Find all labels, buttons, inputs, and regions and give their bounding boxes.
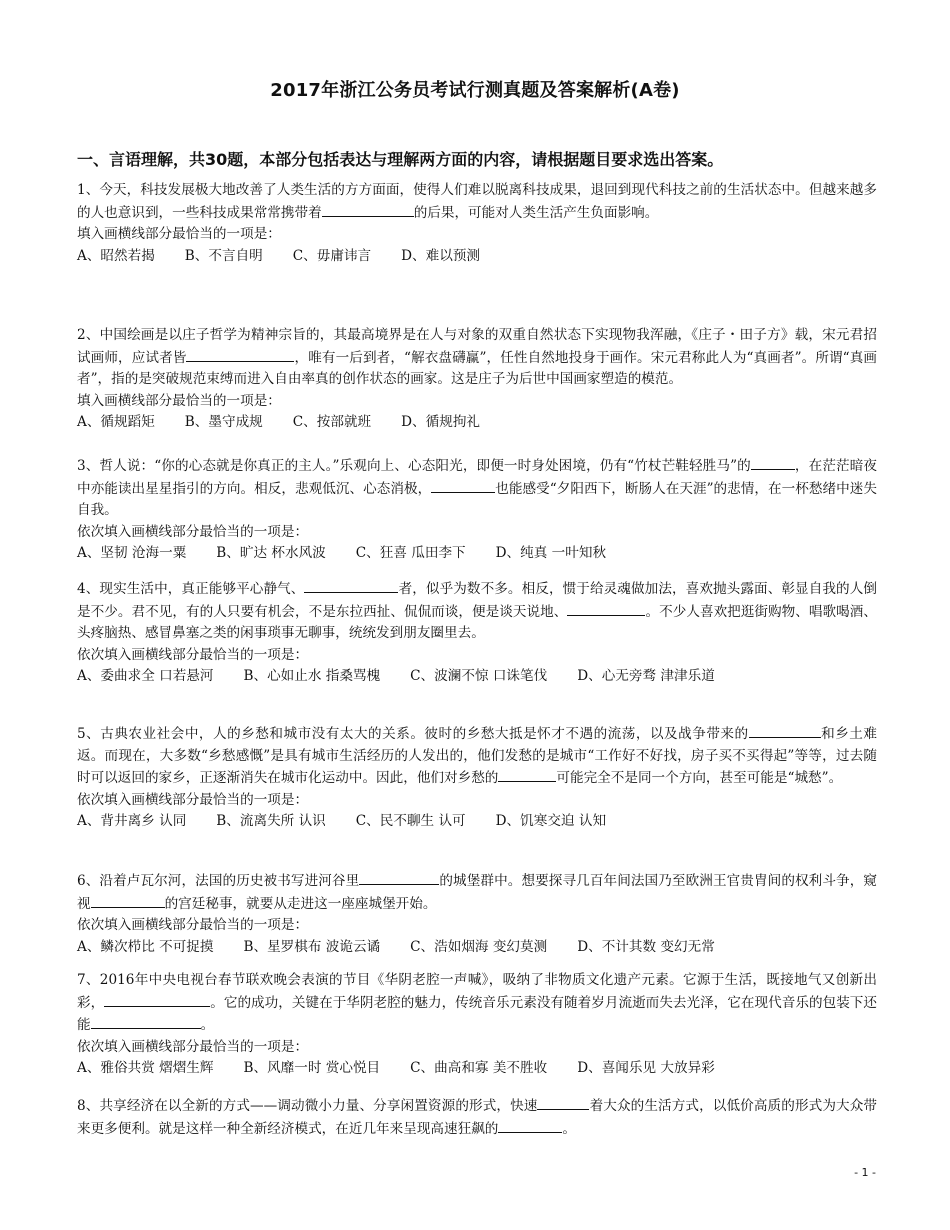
answer-blank <box>186 347 294 362</box>
option-d: D、纯真 一叶知秋 <box>495 545 607 562</box>
question-6 <box>77 870 877 958</box>
option-d: D、不计其数 变幻无常 <box>577 938 715 955</box>
options-row <box>77 1058 877 1080</box>
option-b: B、星罗棋布 波诡云谲 <box>243 938 381 955</box>
answer-blank <box>359 870 439 885</box>
answer-blank <box>567 601 645 616</box>
question-stem: 6、沿着卢瓦尔河，法国的历史被书写进河谷里 的城堡群中。想要探寻几百年间法国乃至欧洲王官贵胄间的权利斗争，窥视 的宫廷秘事，就要从走进这一座座城堡开始。 <box>77 870 877 915</box>
options-row <box>77 666 877 688</box>
question-8 <box>77 1095 877 1140</box>
options-row <box>77 246 877 268</box>
option-b: B、流离失所 认识 <box>216 813 326 830</box>
answer-blank <box>498 767 556 782</box>
question-prompt: 依次填入画横线部分最恰当的一项是： <box>77 523 309 540</box>
question-1 <box>77 180 877 267</box>
question-stem: 1、今天，科技发展极大地改善了人类生活的方方面面，使得人们难以脱离科技成果，退回到现代科技之前的生活状态中。但越来越多的人也意识到，一些科技成果常常携带着 的后果，可能对人类生活产生负面影响。 <box>77 182 877 221</box>
option-d: D、循规拘礼 <box>401 414 481 431</box>
answer-blank <box>498 1118 562 1133</box>
option-a: A、鳞次栉比 不可捉摸 <box>77 938 214 955</box>
option-c: C、按部就班 <box>292 414 372 431</box>
option-a: A、循规蹈矩 <box>77 414 155 431</box>
question-prompt: 填入画横线部分最恰当的一项是： <box>77 392 281 409</box>
answer-blank <box>104 992 210 1007</box>
option-c: C、波澜不惊 口诛笔伐 <box>410 668 548 685</box>
section-heading: 一、言语理解，共30题，本部分包括表达与理解两方面的内容，请根据题目要求选出答案。 <box>77 150 724 169</box>
question-stem: 5、古典农业社会中，人的乡愁和城市没有太大的关系。彼时的乡愁大抵是怀才不遇的流荡，以及战争带来的 和乡土难返。而现在，大多数“乡愁感慨”是具有城市生活经历的人发出的，他们发愁的是城市“工作好不好找，房子买不买得起”等等，过去随时可以返回的家乡，正逐渐消失在城市化运动中。因此，他们对乡愁的 可能完全不是同一个方向，甚至可能是“城愁”。 <box>77 723 877 790</box>
option-c: C、狂喜 瓜田李下 <box>355 545 466 562</box>
question-prompt: 依次填入画横线部分最恰当的一项是： <box>77 1038 309 1055</box>
question-prompt: 填入画横线部分最恰当的一项是： <box>77 226 281 243</box>
question-stem: 8、共享经济在以全新的方式——调动微小力量、分享闲置资源的形式，快速 着大众的生活方式，以低价高质的形式为大众带来更多便利。就是这样一种全新经济模式，在近几年来呈现高速狂飙的 。 <box>77 1095 877 1140</box>
option-b: B、心如止水 指桑骂槐 <box>243 668 381 685</box>
question-stem: 2、中国绘画是以庄子哲学为精神宗旨的，其最高境界是在人与对象的双重自然状态下实现物我浑融，《庄子・田子方》载，宋元君招试画师，应试者皆 ，唯有一后到者，“解衣盘礴赢”，任性自然地投身于画作。宋元君称此人为“真画者”。所谓“真画者”，指的是突破规范束缚而进入自由率真的创作状态的画家。这是庄子为后世中国画家塑造的模范。 <box>77 327 877 388</box>
options-row <box>77 412 877 434</box>
question-7 <box>77 970 877 1080</box>
option-c: C、民不聊生 认可 <box>355 813 466 830</box>
option-d: D、心无旁骛 津津乐道 <box>577 668 715 685</box>
option-a: A、昭然若揭 <box>77 247 155 264</box>
question-4 <box>77 578 877 688</box>
question-prompt: 依次填入画横线部分最恰当的一项是： <box>77 646 309 663</box>
question-stem: 7、2016年中央电视台春节联欢晚会表演的节目《华阴老腔一声喊》，吸纳了非物质文化遗产元素。它源于生活，既接地气又创新出彩， 。它的成功，关键在于华阴老腔的魅力，传统音乐元素没有随着岁月流逝而失去光泽，它在现代音乐的包装下还能 。 <box>77 972 877 1034</box>
question-prompt: 依次填入画横线部分最恰当的一项是： <box>77 791 309 808</box>
question-prompt: 依次填入画横线部分最恰当的一项是： <box>77 917 309 934</box>
option-a: A、雅俗共赏 熠熠生辉 <box>77 1060 214 1077</box>
answer-blank <box>304 578 398 593</box>
question-3 <box>77 455 877 565</box>
option-c: C、浩如烟海 变幻莫测 <box>410 938 548 955</box>
answer-blank <box>91 893 165 908</box>
answer-blank <box>431 478 495 493</box>
answer-blank <box>749 723 821 738</box>
option-b: B、旷达 杯水风波 <box>216 545 326 562</box>
option-b: B、不言自明 <box>184 247 263 264</box>
option-a: A、坚韧 沧海一粟 <box>77 545 187 562</box>
answer-blank <box>91 1014 201 1029</box>
document-title: 2017年浙江公务员考试行测真题及答案解析(A卷) <box>270 80 680 101</box>
options-row <box>77 543 877 565</box>
question-stem: 3、哲人说：“你的心态就是你真正的主人。”乐观向上、心态阳光，即便一时身处困境，仍有“竹杖芒鞋轻胜马”的 ，在茫茫暗夜中亦能读出星星指引的方向。相反，悲观低沉、心态消极， 也能感受“夕阳西下，断肠人在天涯”的悲情，在一杯愁绪中迷失自我。 <box>77 455 877 522</box>
question-stem: 4、现实生活中，真正能够平心静气、 者，似乎为数不多。相反，惯于给灵魂做加法，喜欢抛头露面、彰显自我的人倒是不少。君不见，有的人只要有机会，不是东拉西扯、侃侃而谈，便是谈天说地、 。不少人喜欢把逛街购物、唱歌喝酒、头疼脑热、感冒鼻塞之类的闲事琐事无聊事，统统发到朋友圈里去。 <box>77 578 877 645</box>
answer-blank <box>537 1095 589 1110</box>
option-d: D、饥寒交迫 认知 <box>495 813 607 830</box>
question-2 <box>77 325 877 434</box>
option-d: D、难以预测 <box>401 247 481 264</box>
option-b: B、风靡一时 赏心悦目 <box>243 1060 381 1077</box>
option-b: B、墨守成规 <box>184 414 263 431</box>
answer-blank <box>751 455 795 470</box>
option-a: A、委曲求全 口若悬河 <box>77 668 214 685</box>
options-row <box>77 811 877 833</box>
option-a: A、背井离乡 认同 <box>77 813 187 830</box>
answer-blank <box>322 202 414 217</box>
option-c: C、毋庸讳言 <box>292 247 372 264</box>
question-5 <box>77 723 877 833</box>
option-c: C、曲高和寡 美不胜收 <box>410 1060 548 1077</box>
option-d: D、喜闻乐见 大放异彩 <box>577 1060 715 1077</box>
page-number: - 1 - <box>854 1166 876 1179</box>
options-row <box>77 937 877 959</box>
